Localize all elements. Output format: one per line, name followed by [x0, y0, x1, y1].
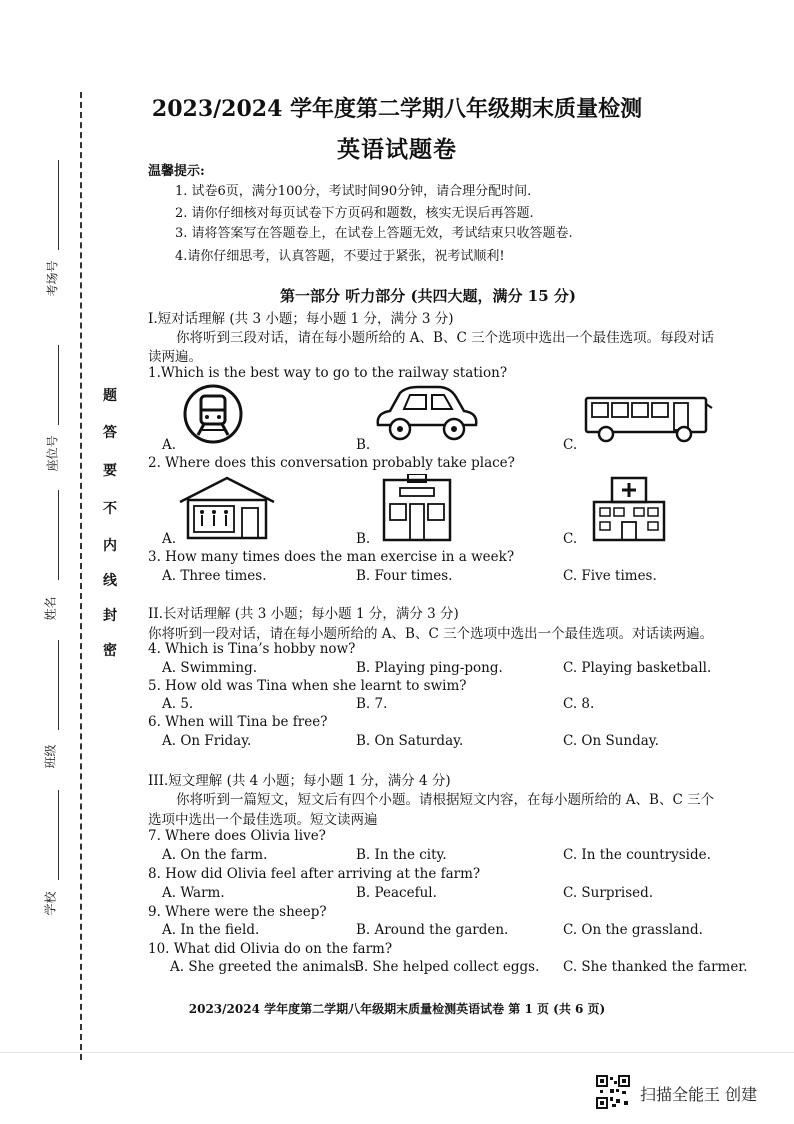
q10-option-c: C. She thanked the farmer.	[563, 959, 748, 975]
q5-option-a: A. 5.	[162, 696, 194, 712]
name-blank	[58, 490, 59, 580]
question-1: 1.Which is the best way to go to the railway station?	[148, 365, 508, 381]
scan-divider	[0, 1052, 794, 1053]
q7-option-b: B. In the city.	[356, 847, 447, 863]
section3-instr-line1: 你将听到一篇短文，短文后有四个小题。请根据短文内容，在每小题所给的 A、B、C 三个	[176, 792, 715, 808]
notice-item-1: 1. 试卷6页，满分100分，考试时间90分钟，请合理分配时间.	[175, 184, 532, 199]
binding-dashed-line	[80, 92, 82, 1060]
question-6: 6. When will Tina be free?	[148, 714, 328, 730]
q6-option-c: C. On Sunday.	[563, 733, 659, 749]
seal-char-2: 封	[103, 608, 117, 624]
q3-option-b: B. Four times.	[356, 568, 453, 584]
exam-subtitle: 英语试题卷	[337, 136, 457, 163]
section1-instr-line2: 读两遍。	[148, 349, 202, 365]
class-label: 班级	[43, 744, 58, 769]
question-9: 9. Where were the sheep?	[148, 904, 327, 920]
q2-option-b: B.	[356, 531, 371, 547]
q7-option-a: A. On the farm.	[162, 847, 268, 863]
section2-heading: II.长对话理解 (共 3 小题；每小题 1 分，满分 3 分)	[148, 606, 459, 622]
q8-option-a: A. Warm.	[162, 885, 225, 901]
q4-option-a: A. Swimming.	[162, 660, 258, 676]
question-5: 5. How old was Tina when she learnt to swim?	[148, 678, 467, 694]
q9-option-c: C. On the grassland.	[563, 922, 703, 938]
seat-label: 座位号	[45, 435, 60, 472]
question-7: 7. Where does Olivia live?	[148, 828, 326, 844]
q9-option-a: A. In the field.	[162, 922, 260, 938]
car-icon	[372, 385, 482, 443]
scanner-watermark: 扫描全能王 创建	[640, 1085, 758, 1104]
q5-option-b: B. 7.	[356, 696, 388, 712]
exam-room-blank	[58, 160, 59, 250]
section3-instr-line2: 选项中选出一个最佳选项。短文读两遍	[148, 812, 378, 828]
q2-option-c: C.	[563, 531, 578, 547]
q9-option-b: B. Around the garden.	[356, 922, 509, 938]
exam-room-label: 考场号	[45, 260, 60, 297]
q2-option-a: A.	[162, 531, 177, 547]
qr-code-icon	[596, 1075, 630, 1109]
restroom-building-icon	[178, 476, 276, 540]
class-blank	[58, 640, 59, 730]
question-10: 10. What did Olivia do on the farm?	[148, 941, 393, 957]
q7-option-c: C. In the countryside.	[563, 847, 711, 863]
q6-option-b: B. On Saturday.	[356, 733, 464, 749]
q10-option-b: B. She helped collect eggs.	[354, 959, 540, 975]
question-2: 2. Where does this conversation probably take place?	[148, 455, 515, 471]
shop-building-icon	[378, 474, 456, 542]
question-4: 4. Which is Tina’s hobby now?	[148, 641, 356, 657]
seal-char-5: 不	[103, 501, 117, 517]
seal-char-3: 线	[103, 573, 117, 589]
seal-char-6: 要	[103, 463, 117, 479]
seat-blank	[58, 345, 59, 425]
q4-option-b: B. Playing ping-pong.	[356, 660, 503, 676]
notice-item-4: 4.请你仔细思考，认真答题，不要过于紧张，祝考试顺利!	[175, 249, 505, 264]
q8-option-c: C. Surprised.	[563, 885, 654, 901]
seal-char-4: 内	[103, 538, 117, 554]
notice-item-3: 3. 请将答案写在答题卷上，在试卷上答题无效，考试结束只收答题卷.	[175, 226, 573, 241]
section1-instr-line1: 你将听到三段对话，请在每小题所给的 A、B、C 三个选项中选出一个最佳选项。每段对话	[176, 330, 715, 346]
train-icon	[182, 383, 244, 445]
exam-title: 2023/2024 学年度第二学期八年级期末质量检测	[151, 96, 643, 122]
notice-item-2: 2. 请你仔细核对每页试卷下方页码和题数，核实无误后再答题.	[175, 206, 534, 221]
seal-char-7: 答	[103, 425, 117, 441]
q1-option-b: B.	[356, 437, 371, 453]
q4-option-c: C. Playing basketball.	[563, 660, 712, 676]
q5-option-c: C. 8.	[563, 696, 595, 712]
name-label: 姓名	[43, 596, 58, 621]
q8-option-b: B. Peaceful.	[356, 885, 437, 901]
seal-char-1: 密	[103, 643, 117, 659]
part1-title: 第一部分 听力部分 (共四大题，满分 15 分)	[280, 287, 576, 305]
section3-heading: III.短文理解 (共 4 小题；每小题 1 分，满分 4 分)	[148, 773, 451, 789]
q3-option-a: A. Three times.	[162, 568, 267, 584]
school-blank	[58, 790, 59, 880]
q1-option-a: A.	[162, 437, 177, 453]
q6-option-a: A. On Friday.	[162, 733, 252, 749]
q1-option-c: C.	[563, 437, 578, 453]
hospital-icon	[590, 474, 668, 542]
page-footer: 2023/2024 学年度第二学期八年级期末质量检测英语试卷 第 1 页 (共 6 页)	[188, 1002, 606, 1016]
seal-char-8: 题	[103, 388, 117, 404]
q3-option-c: C. Five times.	[563, 568, 657, 584]
bus-icon	[584, 394, 716, 444]
section1-heading: I.短对话理解 (共 3 小题；每小题 1 分，满分 3 分)	[148, 311, 454, 327]
school-label: 学校	[43, 891, 58, 916]
q10-option-a: A. She greeted the animals.	[170, 959, 360, 975]
section2-instr: 你将听到一段对话，请在每小题所给的 A、B、C 三个选项中选出一个最佳选项。对话读两遍。	[148, 626, 714, 642]
notice-title: 温馨提示:	[148, 164, 205, 179]
question-8: 8. How did Olivia feel after arriving at the farm?	[148, 866, 481, 882]
question-3: 3. How many times does the man exercise in a week?	[148, 549, 515, 565]
